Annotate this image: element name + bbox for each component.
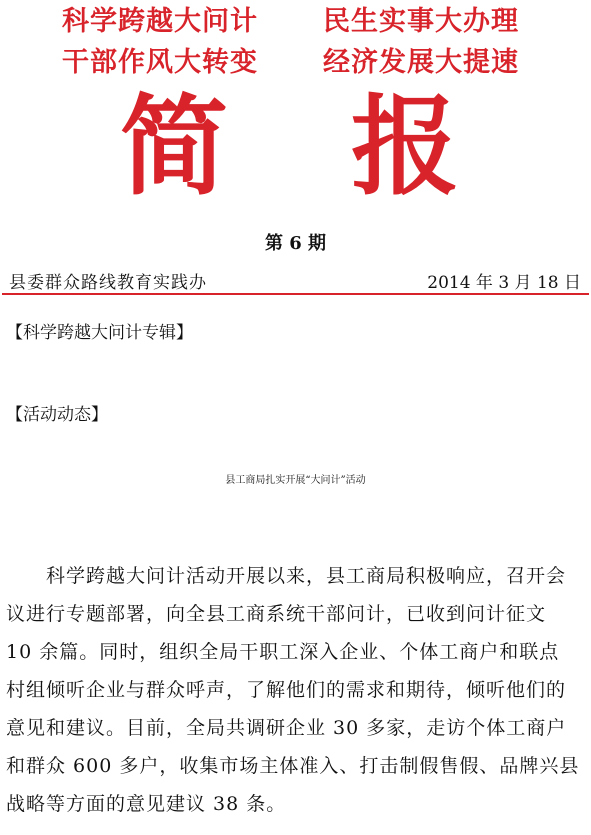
issue-number: 第 6 期 xyxy=(264,233,327,254)
slogan-left-2: 干部作风大转变 xyxy=(62,47,258,78)
body-line: 意见和建议。目前，全局共调研企业 30 多家，走访个体工商户 xyxy=(6,717,567,739)
section-tag: 【活动动态】 xyxy=(6,405,108,425)
publishing-office: 县委群众路线教育实践办 xyxy=(9,273,207,293)
body-line: 议进行专题部署，向全县工商系统干部问计，已收到问计征文 xyxy=(6,603,547,625)
slogan-right-2: 经济发展大提速 xyxy=(323,47,519,78)
body-line: 战略等方面的意见建议 38 条。 xyxy=(6,793,287,815)
body-line: 和群众 600 多户，收集市场主体准入、打击制假售假、品牌兴县 xyxy=(6,755,580,777)
slogan-left-1: 科学跨越大问计 xyxy=(62,6,258,37)
masthead-title-char-1: 简 xyxy=(120,84,229,210)
publish-date: 2014 年 3 月 18 日 xyxy=(427,273,581,293)
special-edition-tag: 【科学跨越大问计专辑】 xyxy=(6,323,193,343)
body-line: 科学跨越大问计活动开展以来，县工商局积极响应，召开会 xyxy=(6,565,567,587)
body-line: 村组倾听企业与群众呼声，了解他们的需求和期待，倾听他们的 xyxy=(6,679,567,701)
slogan-right-1: 民生实事大办理 xyxy=(323,6,519,37)
article-headline: 县工商局扎实开展“大问计”活动 xyxy=(225,475,366,486)
masthead-title-char-2: 报 xyxy=(351,84,460,210)
masthead-divider xyxy=(2,293,589,295)
body-line: 10 余篇。同时，组织全局干职工深入企业、个体工商户和联点 xyxy=(6,641,560,663)
